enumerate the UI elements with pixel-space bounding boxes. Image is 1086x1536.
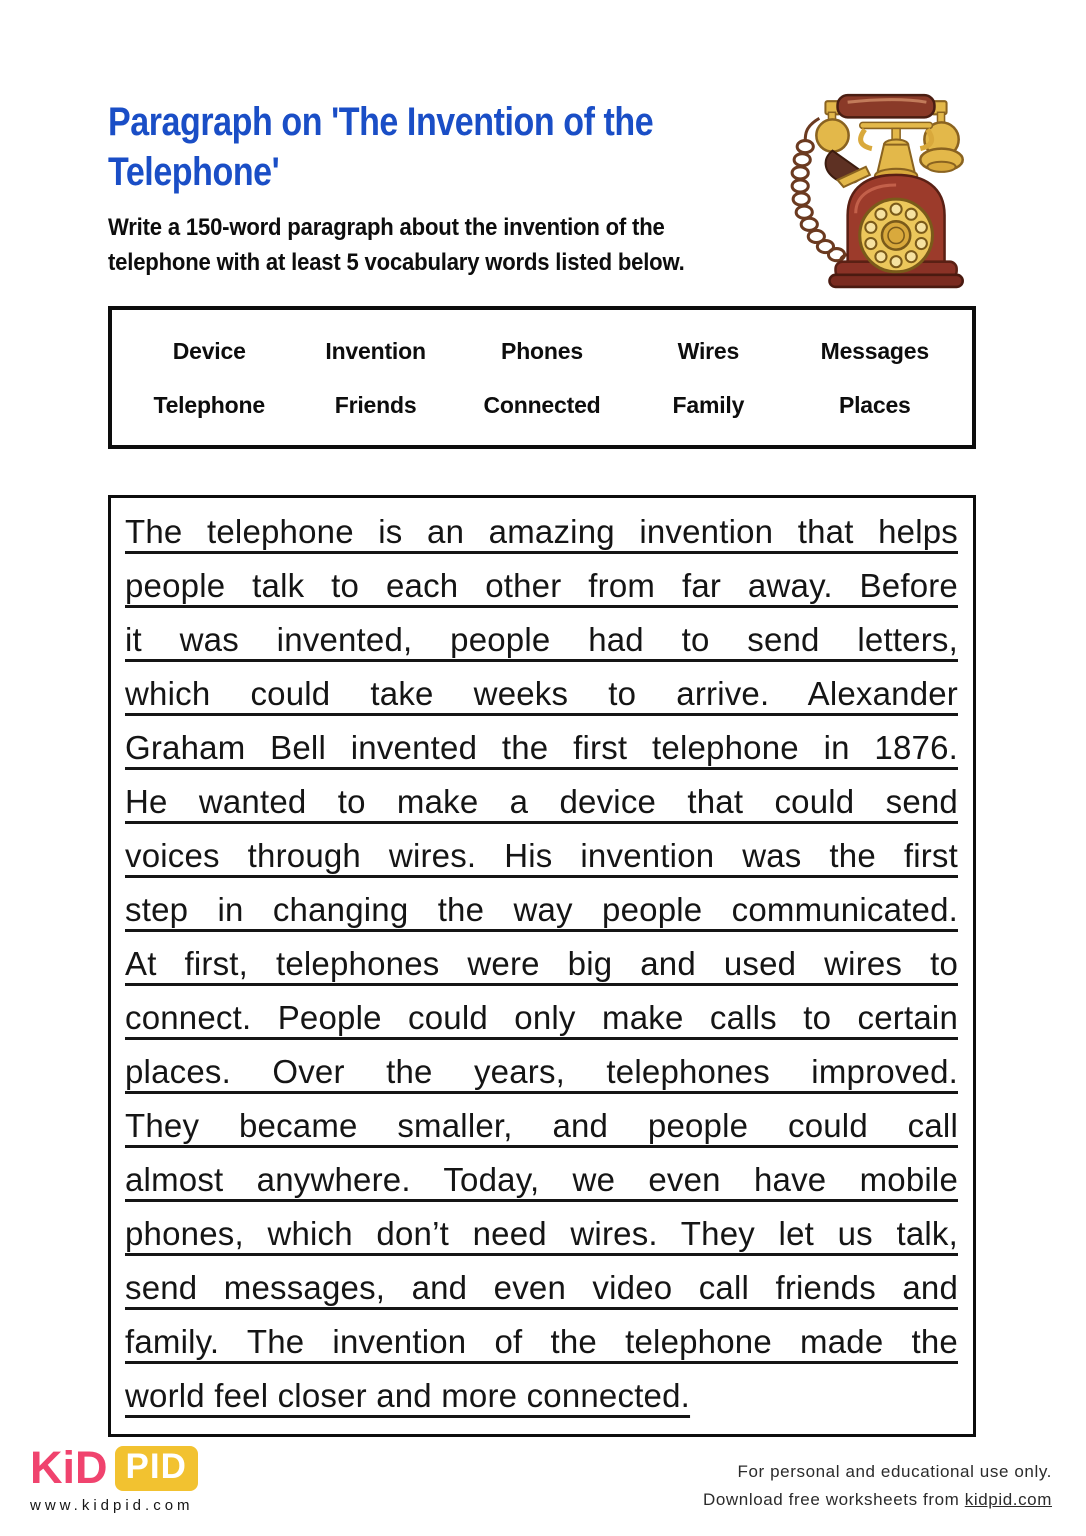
header-text-block: [108, 78, 758, 281]
paragraph-line: people talk to each other from far away. Before: [125, 567, 958, 604]
paragraph-line: At first, telephones were big and used wires to: [125, 945, 958, 982]
paragraph-line: Graham Bell invented the first telephone in 1876.: [125, 729, 958, 766]
vocab-word: Phones: [501, 338, 583, 364]
vocab-word: Messages: [820, 338, 929, 364]
paragraph-answer-box: [108, 495, 976, 1437]
instruction-line-1: Write a 150-word paragraph about the invention of the: [108, 214, 665, 242]
page-title-line-1: Paragraph on 'The Invention of the: [108, 100, 654, 144]
page-title-line-2: Telephone': [108, 149, 280, 194]
vocab-word: Friends: [334, 392, 417, 418]
logo-kid-text: KiD: [30, 1442, 108, 1493]
vocab-word: Telephone: [153, 392, 265, 418]
paragraph-line: voices through wires. His invention was the first: [125, 837, 958, 874]
instruction-line-2: telephone with at least 5 vocabulary words listed below.: [108, 248, 685, 276]
paragraph-line: which could take weeks to arrive. Alexander: [125, 675, 958, 712]
paragraph-line: world feel closer and more connected.: [125, 1377, 691, 1414]
kidpid-link[interactable]: kidpid.com: [964, 1489, 1052, 1509]
logo-pid-badge: PID: [115, 1446, 198, 1491]
paragraph-line: step in changing the way people communicated.: [125, 891, 958, 928]
vintage-telephone-illustration: [772, 82, 1000, 294]
footer: [0, 1442, 1086, 1514]
logo-website-url: www.kidpid.com: [30, 1497, 194, 1514]
vocab-word: Places: [838, 392, 911, 418]
kidpid-logo: [30, 1442, 198, 1514]
instruction-text: [108, 211, 758, 281]
paragraph-line: send messages, and even video call friends and: [125, 1269, 958, 1306]
header: [108, 0, 976, 294]
paragraph-line: connect. People could only make calls to certain: [125, 999, 958, 1036]
paragraph-line: it was invented, people had to send letters,: [125, 621, 958, 658]
paragraph-line: He wanted to make a device that could send: [125, 783, 958, 820]
paragraph-line: family. The invention of the telephone made the: [125, 1323, 958, 1360]
vocab-word: Wires: [677, 338, 740, 364]
vocab-word: Connected: [483, 392, 601, 418]
vocab-word: Device: [172, 338, 246, 364]
paragraph-line: phones, which don’t need wires. They let us talk,: [125, 1215, 958, 1252]
vocab-word: Invention: [325, 338, 426, 364]
paragraph-line: almost anywhere. Today, we even have mobile: [125, 1161, 958, 1198]
vocabulary-box: [108, 306, 976, 449]
paragraph-line: places. Over the years, telephones improved.: [125, 1053, 958, 1090]
paragraph-line: The telephone is an amazing invention that helps: [125, 513, 958, 550]
paragraph-line: They became smaller, and people could call: [125, 1107, 958, 1144]
usage-notice-line-2: Download free worksheets from kidpid.com: [702, 1489, 1052, 1509]
vocab-word: Family: [672, 392, 745, 418]
kidpid-logo-wordmark: [30, 1442, 198, 1494]
usage-notice-line-1: For personal and educational use only.: [737, 1461, 1052, 1481]
usage-notice: [703, 1458, 1052, 1514]
